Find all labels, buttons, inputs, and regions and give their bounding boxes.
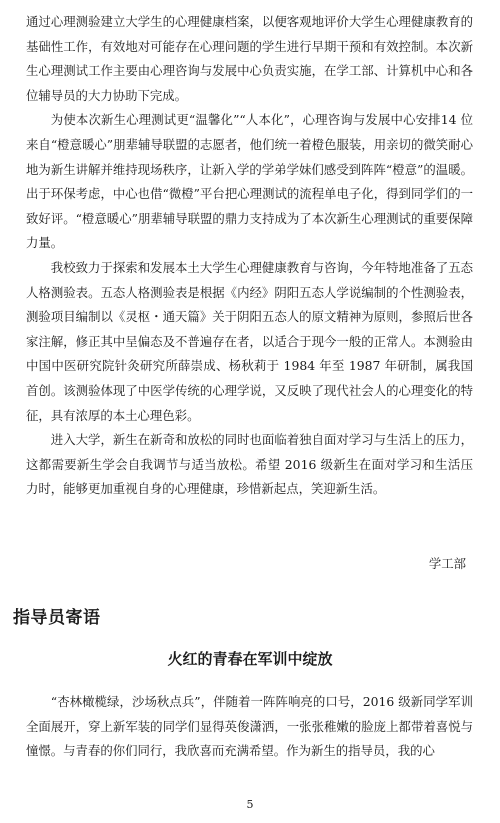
section-heading: 指导员寄语 <box>13 608 101 628</box>
paragraph: 为使本次新生心理测试更“温馨化”“人本化”，心理咨询与发展中心安排14 位来自“橙意暖心”朋辈辅导联盟的志愿者，他们统一着橙色服装，用亲切的微笑耐心地为新生讲解并维持现场秩序，让新入学的学弟学妹们感受到阵阵“橙意”的温暖。出于环保考虑，中心也借“微橙”平台把心理测试的流程单电子化，得到同学们的一致好评。“橙意暖心”朋辈辅导联盟的鼎力支持成为了本次新生心理测试的重要保障力量。 <box>26 112 473 251</box>
signature: 学工部 <box>428 556 466 571</box>
article-title: 火红的青春在军训中绽放 <box>167 650 333 668</box>
article-body <box>26 690 473 764</box>
paragraph-continued: 通过心理测验建立大学生的心理健康档案，以便客观地评价大学生心理健康教育的基础性工作，有效地对可能存在心理问题的学生进行早期干预和有效控制。本次新生心理测试工作主要由心理咨询与发展中心负责实施，在学工部、计算机中心和各位辅导员的大力协助下完成。 <box>26 14 473 103</box>
article-body-text <box>26 10 473 502</box>
paragraph: 进入大学，新生在新奇和放松的同时也面临着独自面对学习与生活上的压力，这都需要新生学会自我调节与适当放松。希望 2016 级新生在面对学习和生活压力时，能够更加重视自身的心理健康，珍惜新起点，笑迎新生活。 <box>26 432 473 497</box>
paragraph: “杏林橄榄绿，沙场秋点兵”，伴随着一阵阵响亮的口号，2016 级新同学军训全面展开，穿上新军装的同学们显得英俊潇洒，一张张稚嫩的脸庞上都带着喜悦与憧憬。与青春的你们同行，我欣喜而充满希望。作为新生的指导员，我的心 <box>26 694 473 759</box>
paragraph: 我校致力于探索和发展本土大学生心理健康教育与咨询，今年特地准备了五态人格测验表。五态人格测验表是根据《内经》阴阳五态人学说编制的个性测验表，测验项目编制以《灵枢・通天篇》关于阴阳五态人的原文精神为原则，参照后世各家注解，修正其中呈偏态及不普遍存在者，以适合于现今一般的正常人。本测验由中国中医研究院针灸研究所薛崇成、杨秋莉于 1984 年至 1987 年研制，属我国首创。该测验体现了中医学传统的心理学说，又反映了现代社会人的心理变化的特征，具有浓厚的本土心理色彩。 <box>26 259 473 423</box>
page-number: 5 <box>246 798 254 811</box>
